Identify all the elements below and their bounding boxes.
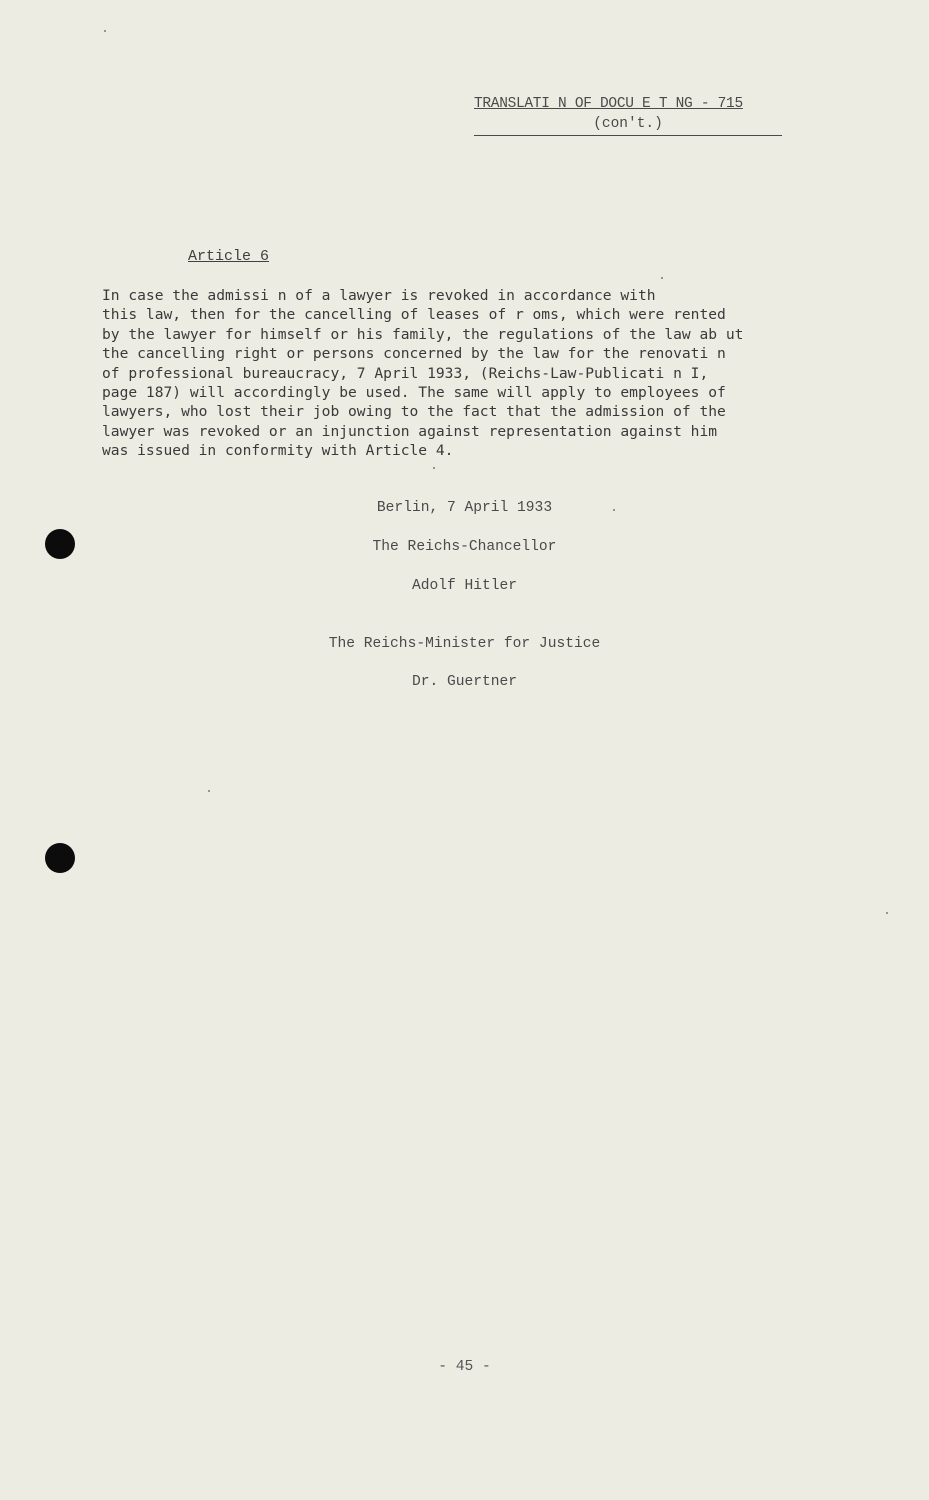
body-line: this law, then for the cancelling of leases of r oms, which were rented: [102, 306, 726, 324]
body-line: by the lawyer for himself or his family, the regulations of the law ab ut: [102, 325, 744, 343]
place-date: Berlin, 7 April 1933: [376, 500, 553, 516]
punch-hole: [45, 529, 75, 559]
body-line: the cancelling right or persons concerned by the law for the renovati n: [102, 345, 726, 363]
page-number: - 45 -: [438, 1359, 491, 1375]
minister-name: Dr. Guertner: [411, 674, 518, 690]
paper-speck: [433, 467, 435, 469]
article-heading: Article 6: [188, 248, 270, 265]
body-line: page 187) will accordingly be used. The same will apply to employees of: [102, 384, 726, 402]
body-line: lawyers, who lost their job owing to the fact that the admission of the: [102, 403, 726, 421]
document-header: [474, 94, 782, 136]
body-line: of professional bureaucracy, 7 April 1933, (Reichs-Law-Publicati n I,: [102, 364, 709, 382]
punch-hole: [45, 843, 75, 873]
article-body: [102, 286, 807, 461]
body-line: In case the admissi n of a lawyer is revoked in accordance with: [102, 287, 656, 304]
paper-speck: [661, 277, 663, 279]
continued-label: (con't.): [474, 114, 782, 136]
body-line: was issued in conformity with Article 4.: [102, 442, 454, 460]
translation-title: TRANSLATI N OF DOCU E T NG - 715: [474, 96, 743, 112]
chancellor-name: Adolf Hitler: [411, 578, 518, 594]
minister-title: The Reichs-Minister for Justice: [328, 636, 601, 652]
paper-speck: [613, 509, 615, 511]
body-line: lawyer was revoked or an injunction against representation against him: [102, 422, 718, 440]
paper-speck: [886, 912, 888, 914]
paper-speck: [104, 30, 106, 32]
chancellor-title: The Reichs-Chancellor: [372, 539, 557, 555]
paper-speck: [208, 790, 210, 792]
